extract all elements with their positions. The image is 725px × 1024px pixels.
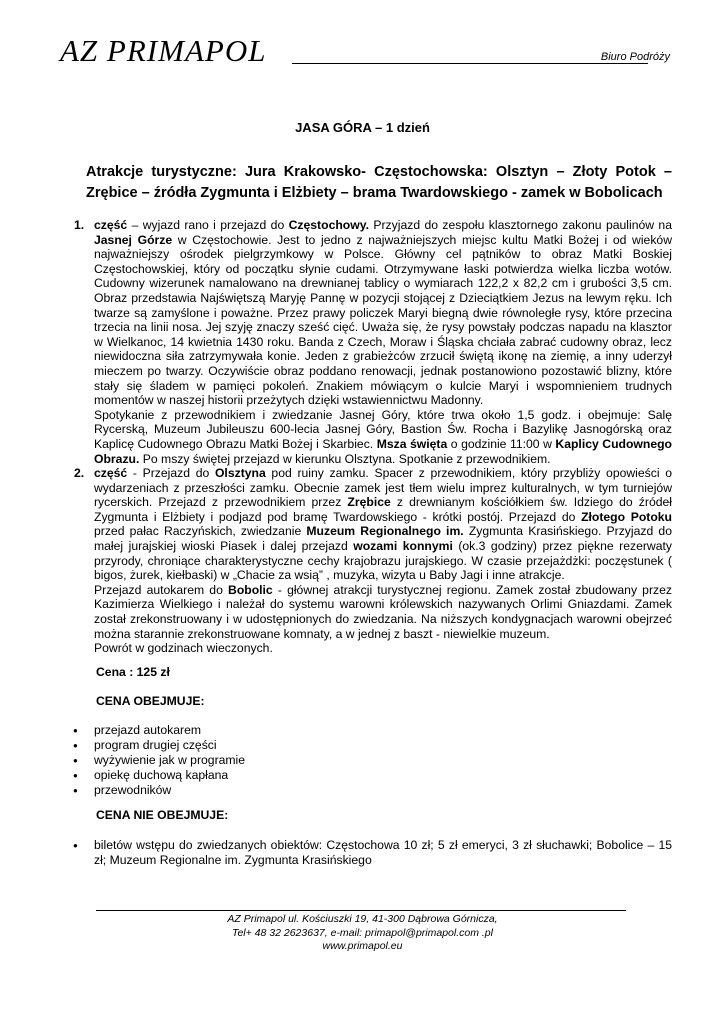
includes-list [76, 723, 245, 798]
text-run: o godzinie 11:00 w [447, 436, 556, 451]
text-run: pod ruiny zamku. Spacer z przewodnikiem, który przybliży opowieści o wydarzeniach z przeszłości zamku. Obecnie zamek jest tłem wielu imprez kulturalnych, w tym turniejów rycerskich. Przejazd z przewodnikiem przez [94, 466, 673, 510]
page-title: JASA GÓRA – 1 dzień [295, 120, 430, 135]
place-name: Jasnej Górze [94, 232, 173, 247]
part-label: część [94, 466, 128, 481]
agency-subtitle: Biuro Podróży [600, 51, 670, 63]
place-name: Muzeum Regionalnego im. [306, 524, 464, 539]
text-run: przed pałac Raczyńskich, zwiedzanie [94, 524, 307, 539]
section-number: 2. [74, 466, 85, 481]
company-logo-text: AZ PRIMAPOL [60, 33, 267, 68]
place-name: Częstochowy. [288, 218, 369, 232]
footer-rule [96, 910, 626, 911]
text-run: (ok.3 godziny) przez piękne rezerwaty przyrody, chroniące charakterystyczne cechy krajobrazu jurajskiego. W czasie przejażdżki: poczęstunek ( bigos, żurek, kiełbaski) w „Chacie za wsią” , muzyka, wizyta u Baby Jagi i inne atrakcje. [94, 539, 672, 583]
letterhead [60, 34, 670, 70]
section-number: 1. [74, 218, 85, 232]
list-item: ● opiekę duchową kapłana [76, 768, 245, 783]
footer-address: AZ Primapol ul. Kościuszki 19, 41-300 Dąbrowa Górnicza, [227, 913, 498, 925]
program-sections [74, 218, 673, 656]
place-name: Bobolic [228, 582, 273, 597]
text-run: – wyjazd rano i przejazd do [127, 218, 289, 232]
text-run: Przejazd autokarem do [94, 582, 229, 597]
text-run: - głównej atrakcji turystycznej regionu. Zamek został zbudowany przez Kazimierza Wielkiego i należał do systemu warowni królewskich nazywanych Orlimi Gniazdami. Zamek został zrekonstruowany i w udostępnionych do zwiedzania. Na niższych kondygnacjach warowni obejrzeć można starannie zrekonstruowane komnaty, a w jednej z baszt - niewielkie muzeum. [94, 582, 672, 641]
section-2-paragraph-2 [94, 583, 672, 641]
footer-contact: Tel+ 48 32 2623637, e-mail: primapol@primapol.com .pl [232, 926, 493, 939]
text-run: w Częstochowie. Jest to jedno z najważniejszych miejsc kultu Matki Bożej i od wieków najważniejszy ośrodek pielgrzymkowy w Polsce. Główny cel pątników to obraz Matki Boskiej Częstochowskiej, który od początku słynie cudami. Otrzymywane łaski potwierdza wielka liczba wotów. Cudowny wizerunek namalowano na drewnianej tablicy o wymiarach 122,2 x 82,2 cm i grubości 3,5 cm. Obraz przedstawia Najświętszą Maryję Pannę w pozycji stojącej z Dzieciątkiem Jezus na lewym ręku. Ich twarze są zamyślone i poważne. Przez prawy policzek Maryi biegną dwie równoległe rysy, które przecina trzecia na linii nosa. Jej szyję znaczy sześć cięć. Uważa się, że rysy powstały podczas napadu na klasztor w Wielkanoc, 14 kwietnia 1430 roku. Banda z Czech, Moraw i Śląska chciała zabrać cudowny obraz, lecz niewidoczna siła zatrzymywała konie. Jeden z grabieżców zrzucił świętą ikonę na ziemię, a inny uderzył mieczem po twarzy. Oczywiście obraz poddano renowacji, jednak postanowiono pozostawić blizny, które stały się śladem w pamięci pokoleń. Znakiem mówiącym o kulcie Maryi i wspomnieniem trudnych momentów w naszej historii przeżytych dzięki wstawiennictwu Madonny. [94, 232, 672, 408]
excludes-heading: CENA NIE OBEJMUJE: [96, 808, 229, 822]
list-item: ● wyżywienie jak w programie [76, 753, 245, 768]
text-run: Zygmunta Krasińskiego. Przyjazd do małej jurajskiej wioski Piasek i dalej przejazd [94, 524, 672, 554]
excludes-list [76, 838, 672, 868]
place-name: Olsztyna [214, 466, 266, 481]
place-name: Złotego Potoku [581, 509, 673, 524]
part-label: część [94, 218, 128, 232]
section-2-paragraph-1 [94, 466, 672, 583]
section-1-paragraph-1 [94, 218, 672, 408]
text-run: Przyjazd do zespołu klasztornego zakonu paulinów na [368, 218, 672, 232]
header-rule [292, 63, 648, 64]
text-run: Spotykanie z przewodnikiem i zwiedzanie Jasnej Góry, które trwa około 1,5 godz. i obejmuje: Salę Rycerską, Muzeum Jubileuszu 600-lecia Jasnej Góry, Bastion Św. Rocha i Bazylikę Jasnogórską oraz Kaplicę Cudownego Obrazu Matki Bożej i Skarbiec. [94, 407, 672, 451]
section-2 [74, 466, 673, 656]
footer [0, 913, 725, 954]
text-run: - Przejazd do [127, 466, 215, 481]
text-run: z drewnianym kościółkiem św. Idziego do źródeł Zygmunta i Elżbiety i podjazd pod bramę Twardowskiego - krótki postój. Przejazd do [94, 495, 672, 524]
section-1-paragraph-2 [94, 408, 672, 466]
section-2-paragraph-3: Powrót w godzinach wieczonych. [94, 641, 273, 656]
list-item: ● przejazd autokarem [76, 723, 245, 738]
list-item: ● biletów wstępu do zwiedzanych obiektów: Częstochowa 10 zł; 5 zł emeryci, 3 zł słuchawki; Bobolice – 15 zł; Muzeum Regionalne im. Zygmunta Krasińskiego [76, 838, 672, 868]
footer-website: www.primapol.eu [322, 940, 403, 952]
highlight: Msza święta [376, 436, 448, 451]
attractions-heading: Atrakcje turystyczne: Jura Krakowsko- Częstochowska: Olsztyn – Złoty Potok – Zrębice – źródła Zygmunta i Elżbiety – brama Twardowskiego - zamek w Bobolicach [86, 164, 672, 201]
place-name: Zrębice [347, 495, 391, 510]
includes-heading: CENA OBEJMUJE: [96, 694, 205, 708]
section-1 [74, 218, 672, 466]
price: Cena : 125 zł [96, 665, 170, 679]
text-run: Po mszy świętej przejazd w kierunku Olsztyna. Spotkanie z przewodnikiem. [139, 451, 551, 466]
list-item: ● przewodników [76, 783, 245, 798]
list-item: ● program drugiej części [76, 738, 245, 753]
highlight: Kaplicy Cudownego Obrazu. [94, 436, 672, 466]
highlight: wozami konnymi [353, 539, 453, 554]
